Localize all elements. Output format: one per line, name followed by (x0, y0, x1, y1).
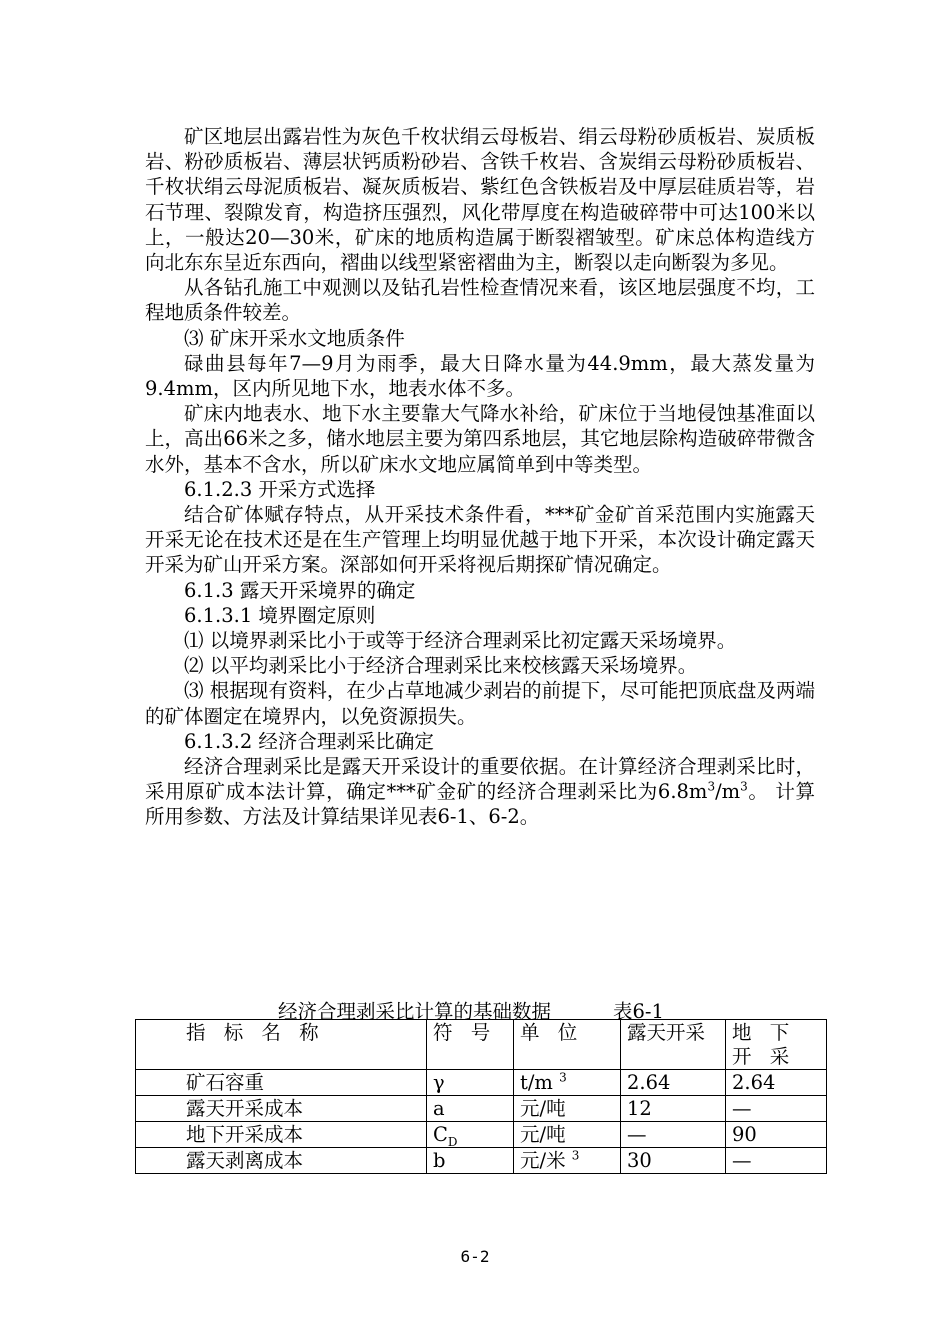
table-row (136, 1096, 827, 1122)
unit-sup: 3 (559, 1070, 567, 1085)
paragraph-groundwater: 矿床内地表水、地下水主要靠大气降水补给，矿床位于当地侵蚀基准面以上，高出66米之多，储水地层主要为第四系地层，其它地层除构造破碎带微含水外，基本不含水，所以矿床水文地应属简单到中等类型。 (145, 402, 815, 476)
cell-underground: 2.64 (726, 1070, 827, 1096)
cell-name: 露天剥离成本 (136, 1148, 427, 1174)
cell-name: 矿石容重 (136, 1070, 427, 1096)
cell-unit: 元/吨 (514, 1122, 621, 1148)
cell-name: 露天开采成本 (136, 1096, 427, 1122)
symbol-sub: D (447, 1134, 458, 1149)
body-text (145, 124, 815, 830)
paragraph-rainfall: 碌曲县每年7—9月为雨季，最大日降水量为44.9mm，最大蒸发量为9.4mm，区内所见地下水，地表水体不多。 (145, 351, 815, 401)
cell-open-pit: 2.64 (621, 1070, 726, 1096)
unit-sup: 3 (571, 1148, 580, 1163)
symbol-text: C (433, 1123, 448, 1146)
cell-symbol (427, 1122, 514, 1148)
cell-symbol: b (427, 1148, 514, 1174)
ratio-tail: 。 计算所用参数、方法及计算结果详见表6-1、6-2。 (145, 780, 815, 829)
cell-name: 地下开采成本 (136, 1122, 427, 1148)
cell-underground: — (726, 1096, 827, 1122)
table-header-row (136, 1020, 827, 1070)
list-item-3: ⑶ 根据现有资料，在少占草地减少剥岩的前提下，尽可能把顶底盘及两端的矿体圈定在境界内，以免资源损失。 (145, 679, 815, 728)
cell-open-pit: — (621, 1122, 726, 1148)
unit-text: t/m (520, 1071, 553, 1094)
page-number: 6-2 (460, 1247, 490, 1266)
cell-underground: 90 (726, 1122, 827, 1148)
cell-unit (514, 1070, 621, 1096)
header-symbol: 符 号 (427, 1020, 514, 1070)
list-item-1: ⑴ 以境界剥采比小于或等于经济合理剥采比初定露天采场境界。 (184, 629, 737, 653)
header-indicator: 指 标 名 称 (136, 1020, 427, 1070)
header-unit: 单 位 (514, 1020, 621, 1070)
cell-unit (514, 1148, 621, 1174)
table-row (136, 1070, 827, 1096)
cell-symbol: γ (427, 1070, 514, 1096)
cell-open-pit: 12 (621, 1096, 726, 1122)
heading-mining-method: 6.1.2.3 开采方式选择 (184, 477, 376, 501)
stripping-ratio-text: 经济合理剥采比是露天开采设计的重要依据。在计算经济合理剥采比时，采用原矿成本法计算，确定***矿金矿的经济合理剥采比为 (145, 755, 815, 804)
heading-boundary-principle: 6.1.3.1 境界圈定原则 (184, 603, 376, 627)
list-item-2: ⑵ 以平均剥采比小于经济合理剥采比来校核露天采场境界。 (184, 654, 698, 678)
table-caption-title: 经济合理剥采比计算的基础数据 (278, 1000, 552, 1023)
basic-data-table (135, 1019, 827, 1174)
paragraph-drilling: 从各钻孔施工中观测以及钻孔岩性检查情况来看，该区地层强度不均，工程地质条件较差。 (145, 276, 815, 325)
header-underground: 地 下 开 采 (726, 1020, 827, 1070)
ratio-value: 6.8m (657, 780, 708, 804)
table-number: 表6-1 (613, 1000, 664, 1023)
cell-open-pit: 30 (621, 1148, 726, 1174)
paragraph-stripping-ratio (145, 754, 815, 830)
heading-stripping-ratio: 6.1.3.2 经济合理剥采比确定 (184, 729, 434, 753)
cell-underground: — (726, 1148, 827, 1174)
cell-unit: 元/吨 (514, 1096, 621, 1122)
cell-symbol: a (427, 1096, 514, 1122)
heading-boundary: 6.1.3 露天开采境界的确定 (184, 578, 416, 602)
table-row (136, 1148, 827, 1174)
paragraph-strata: 矿区地层出露岩性为灰色千枚状绢云母板岩、绢云母粉砂质板岩、炭质板岩、粉砂质板岩、薄层状钙质粉砂岩、含铁千枚岩、含炭绢云母粉砂质板岩、千枚状绢云母泥质板岩、凝灰质板岩、紫红色含铁板岩及中厚层硅质岩等，岩石节理、裂隙发育，构造挤压强烈，风化带厚度在构造破碎带中可达100米以上，一般达20—30米，矿床的地质构造属于断裂褶皱型。矿床总体构造线方向北东东呈近东西向，褶曲以线型紧密褶曲为主，断裂以走向断裂为多见。 (145, 125, 815, 275)
header-open-pit: 露天开采 (621, 1020, 726, 1070)
ratio-sup-1: 3 (707, 779, 716, 794)
ratio-slash: /m (715, 780, 741, 804)
table-row (136, 1122, 827, 1148)
heading-hydrogeology: ⑶ 矿床开采水文地质条件 (184, 326, 405, 350)
paragraph-mining-method: 结合矿体赋存特点，从开采技术条件看，***矿金矿首采范围内实施露天开采无论在技术还是在生产管理上均明显优越于地下开采，本次设计确定露天开采为矿山开采方案。深部如何开采将视后期探矿情况确定。 (145, 503, 815, 577)
unit-text: 元/米 (520, 1149, 566, 1172)
ratio-sup-2: 3 (740, 779, 748, 794)
